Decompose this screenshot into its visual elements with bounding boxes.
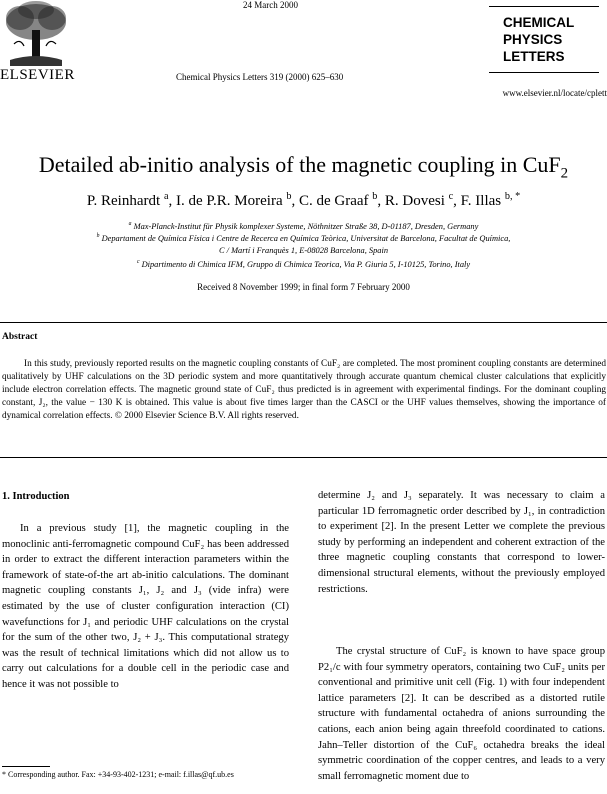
author: C. de Graaf <box>298 193 369 209</box>
journal-title-box <box>489 6 599 73</box>
author-list: P. Reinhardt $^a$, I. de P.R. Moreira $^b$, C. de Graaf $^b$, R. Dovesi $^c$, F. Illas $^{b, *}$ <box>86 191 521 209</box>
author: F. Illas <box>460 193 502 209</box>
body-paragraph: In a previous study [1], the magnetic coupling in the monoclinic anti-ferromagnetic compound CuF₂ has been addressed in order to extract the different interaction parameters within the framework of state-of-the art ab-initio calculations. The dominant magnetic coupling constants J₁, J₂ and J₃ (vide infra) were estimated by the use of cluster configuration interaction (CI) wavefunctions for J₁ and periodic UHF calculations on the crystal for the sum of the other two, J₂ + J₃. This computational strategy was the result of technical limitations which did not allow us to carry out calculations for a double cell in the periodic case and hence it was not possible to <box>2 523 289 690</box>
footnote-rule <box>2 766 50 767</box>
journal-url[interactable]: www.elsevier.nl/locate/cplett <box>502 88 607 98</box>
received-dates: Received 8 November 1999; in final form 7 February 2000 <box>197 282 410 292</box>
affiliation: $^c$ Dipartimento di Chimica IFM, Gruppo di Chimica Teorica, Via P. Giuria 5, I-10125, Torino, Italy <box>136 259 471 269</box>
publisher-name: ELSEVIER <box>0 67 75 83</box>
divider <box>0 457 607 458</box>
abstract-text: In this study, previously reported results on the magnetic coupling constants of CuF₂ are completed. The most prominent coupling constants are determined qualitatively by UHF calculations on the 3D periodic system and more quantitatively through accurate quantum chemical cluster calculations that explicitly include electron correlation effects. The magnetic ground state of CuF₂ thus predicted is in agreement with experimental findings. For the dominant coupling constant, J₂, the value − 130 K is obtained. This value is about five times larger than the CASCI or the UHF values themselves, showing the importance of dynamical correlation effects. © 2000 Elsevier Science B.V. All rights reserved. <box>2 359 606 422</box>
author: P. Reinhardt <box>86 193 161 209</box>
section-heading: 1. Introduction <box>2 491 70 502</box>
body-paragraph: determine J₂ and J₃ separately. It was necessary to claim a particular 1D ferromagnetic order described by J₁, in contradiction to experiment [2]. In the present Letter we complete the previous study by performing an independent and coherent extraction of the three magnetic coupling constants that correspond to lower-dimensional structural elements, without the previously employed restrictions. <box>318 490 605 595</box>
affiliation: $^b$ Departament de Química Física i Centre de Recerca en Química Teòrica, Universitat de Barcelona, Facultat de Química, C / Martí i Franquès 1, E-08028 Barcelona, Spain <box>96 233 511 255</box>
author: R. Dovesi <box>384 193 445 209</box>
journal-citation: Chemical Physics Letters 319 (2000) 625–630 <box>176 72 344 82</box>
author: I. de P.R. Moreira <box>175 193 283 209</box>
article-title: Detailed ab-initio analysis of the magnetic coupling in CuF$_2$ <box>38 152 569 182</box>
journal-title: CHEMICAL PHYSICS LETTERS <box>503 15 575 64</box>
abstract-heading: Abstract <box>2 332 38 342</box>
corresponding-author-footnote: * Corresponding author. Fax: +34-93-402-1231; e-mail: f.illas@qf.ub.es <box>2 770 234 779</box>
divider <box>0 322 607 323</box>
issue-date: 24 March 2000 <box>243 0 298 10</box>
affiliation: $^a$ Max-Planck-Institut für Physik komplexer Systeme, Nöthnitzer Straße 38, D-01187, Dresden, Germany <box>128 221 479 231</box>
body-paragraph: The crystal structure of CuF₂ is known to have space group P2₁/c with four symmetry operators, containing two CuF₂ units per conventional and primitive unit cell (Fig. 1) with four independent lattice parameters [2]. It can be described as a distorted rutile structure with fundamental octahedra of anions surrounding the cations, each anion being again threefold coordinated to cations. Jahn–Teller distortion of the CuF₆ octahedra breaks the ideal symmetric coordination of the copper centres, and leads to a very small ferromagnetic moment due to <box>318 646 605 782</box>
elsevier-tree-logo <box>0 0 72 68</box>
